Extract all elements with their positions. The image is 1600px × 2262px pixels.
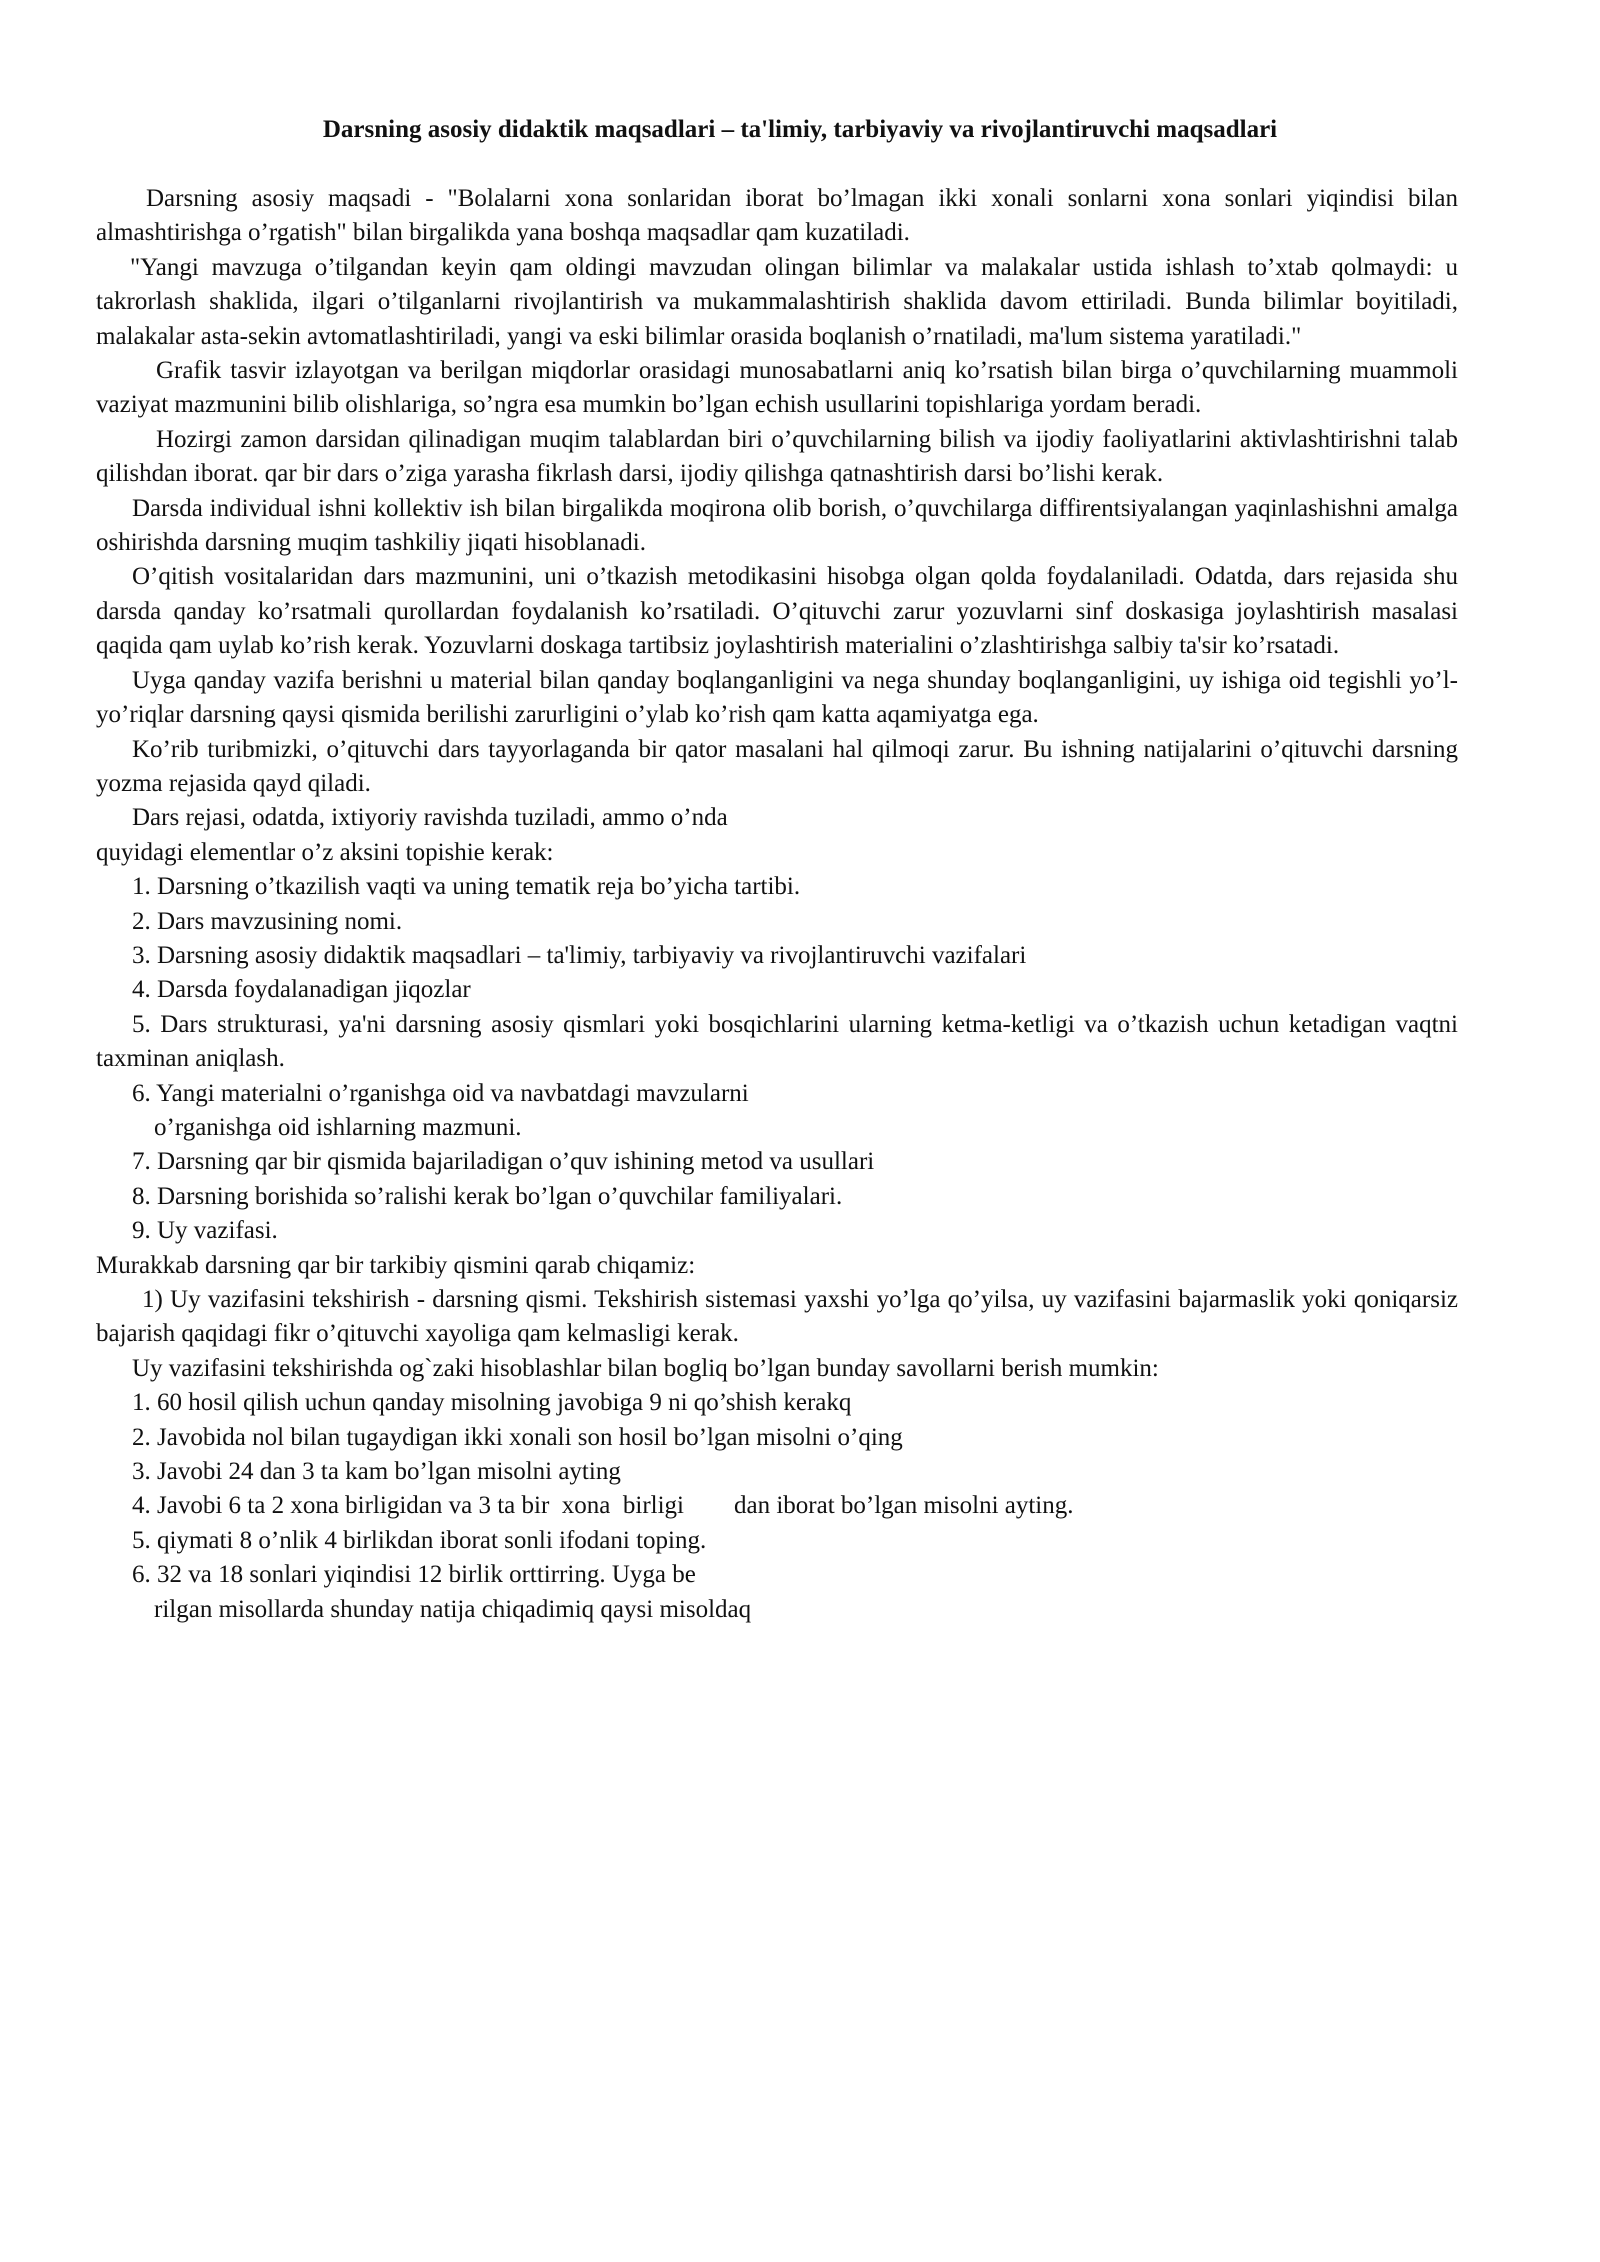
plan-intro-continued: quyidagi elementlar o’z aksini topishie kerak: xyxy=(96,838,554,866)
question-item: 5. qiymati 8 o’nlik 4 birlikdan iborat sonli ifodani toping. xyxy=(132,1526,707,1554)
analysis-intro: Murakkab darsning qar bir tarkibiy qismini qarab chiqamiz: xyxy=(96,1251,696,1279)
plan-item: 2. Dars mavzusining nomi. xyxy=(132,907,403,935)
plan-item: 4. Darsda foydalanadigan jiqozlar xyxy=(132,976,471,1004)
plan-item: 6. Yangi materialni o’rganishga oid va navbatdagi mavzularni xyxy=(132,1079,749,1107)
document-body xyxy=(96,182,1458,1627)
page-title: Darsning asosiy didaktik maqsadlari – ta'limiy, tarbiyaviy va rivojlantiruvchi maqsadlari xyxy=(322,116,1278,143)
question-item: 3. Javobi 24 dan 3 ta kam bo’lgan misolni ayting xyxy=(132,1458,621,1486)
paragraph: Darsning asosiy maqsadi - "Bolalarni xona sonlaridan iborat bo’lmagan ikki xonali sonlarni xona sonlari yiqindisi bilan almashtirishga o’rgatish" bilan birgalikda yana boshqa maqsadlar qam kuzatiladi. xyxy=(96,185,1458,247)
question-item: 4. Javobi 6 ta 2 xona birligidan va 3 ta bir xona birligi dan iborat bo’lgan misolni ayting. xyxy=(132,1492,1074,1520)
plan-item: 8. Darsning borishida so’ralishi kerak bo’lgan o’quvchilar familiyalari. xyxy=(132,1182,843,1210)
homework-check-paragraph: 1) Uy vazifasini tekshirish - darsning qismi. Tekshirish sistemasi yaxshi yo’lga qo’yilsa, uy vazifasini bajarmaslik yoki qoniqarsiz bajarish qaqidagi fikr o’qituvchi xayoliga qam kelmasligi kerak. xyxy=(96,1286,1458,1348)
plan-item: 3. Darsning asosiy didaktik maqsadlari – ta'limiy, tarbiyaviy va rivojlantiruvchi vazifalari xyxy=(132,941,1027,969)
plan-item-continued: o’rganishga oid ishlarning mazmuni. xyxy=(154,1113,522,1141)
plan-item: 9. Uy vazifasi. xyxy=(132,1217,278,1245)
question-item-continued: rilgan misollarda shunday natija chiqadimiq qaysi misoldaq xyxy=(154,1595,752,1623)
plan-item: 1. Darsning o’tkazilish vaqti va uning tematik reja bo’yicha tartibi. xyxy=(132,873,801,901)
paragraph: "Yangi mavzuga o’tilgandan keyin qam oldingi mavzudan olingan bilimlar va malakalar ustida ishlash to’xtab qolmaydi: u takrorlash shaklida, ilgari o’tilganlarni rivojlantirish va mukammalashtirish shaklida davom ettiriladi. Bunda bilimlar boyitiladi, malakalar asta-sekin avtomatlashtiriladi, yangi va eski bilimlar orasida boqlanish o’rnatiladi, ma'lum sistema yaratiladi." xyxy=(96,253,1458,350)
paragraph: Hozirgi zamon darsidan qilinadigan muqim talablardan biri o’quvchilarning bilish va ijodiy faoliyatlarini aktivlashtirishni talab qilishdan iborat. qar bir dars o’ziga yarasha fikrlash darsi, ijodiy qilishga qatnashtirish darsi bo’lishi kerak. xyxy=(96,425,1458,488)
paragraph: Uyga qanday vazifa berishni u material bilan qanday boqlanganligini va nega shunday boqlanganligini, uy ishiga oid tegishli yo’l-yo’riqlar darsning qaysi qismida berilishi zarurligini o’ylab ko’rish qam katta aqamiyatga ega. xyxy=(96,666,1458,729)
question-item: 1. 60 hosil qilish uchun qanday misolning javobiga 9 ni qo’shish kerakq xyxy=(132,1389,852,1417)
questions-intro: Uy vazifasini tekshirishda og`zaki hisoblashlar bilan bogliq bo’lgan bunday savollarni berish mumkin: xyxy=(132,1354,1159,1382)
question-item: 2. Javobida nol bilan tugaydigan ikki xonali son hosil bo’lgan misolni o’qing xyxy=(132,1423,903,1451)
plan-item: 7. Darsning qar bir qismida bajariladigan o’quv ishining metod va usullari xyxy=(132,1148,875,1176)
paragraph: Darsda individual ishni kollektiv ish bilan birgalikda moqirona olib borish, o’quvchilarga diffirentsiyalangan yaqinlashishni amalga oshirishda darsning muqim tashkiliy jiqati hisoblanadi. xyxy=(96,494,1458,557)
paragraph: O’qitish vositalaridan dars mazmunini, uni o’tkazish metodikasini hisobga olgan qolda foydalaniladi. Odatda, dars rejasida shu darsda qanday ko’rsatmali qurollardan foydalanish ko’rsatiladi. O’qituvchi zarur yozuvlarni sinf doskasiga joylashtirish masalasi qaqida qam uylab ko’rish kerak. Yozuvlarni doskaga tartibsiz joylashtirish materialini o’zlashtirishga salbiy ta'sir ko’rsatadi. xyxy=(96,563,1458,660)
question-item: 6. 32 va 18 sonlari yiqindisi 12 birlik orttirring. Uyga be xyxy=(132,1561,696,1589)
paragraph: Ko’rib turibmizki, o’qituvchi dars tayyorlaganda bir qator masalani hal qilmoqi zarur. Bu ishning natijalarini o’qituvchi darsning yozma rejasida qayd qiladi. xyxy=(96,735,1458,797)
plan-item: 5. Dars strukturasi, ya'ni darsning asosiy qismlari yoki bosqichlarini ularning ketma-ketligi va o’tkazish uchun ketadigan vaqtni taxminan aniqlash. xyxy=(96,1010,1458,1073)
paragraph: Grafik tasvir izlayotgan va berilgan miqdorlar orasidagi munosabatlarni aniq ko’rsatish bilan birga o’quvchilarning muammoli vaziyat mazmunini bilib olishlariga, so’ngra esa mumkin bo’lgan echish usullarini topishlariga yordam beradi. xyxy=(96,357,1458,419)
plan-intro: Dars rejasi, odatda, ixtiyoriy ravishda tuziladi, ammo o’nda xyxy=(132,804,728,832)
